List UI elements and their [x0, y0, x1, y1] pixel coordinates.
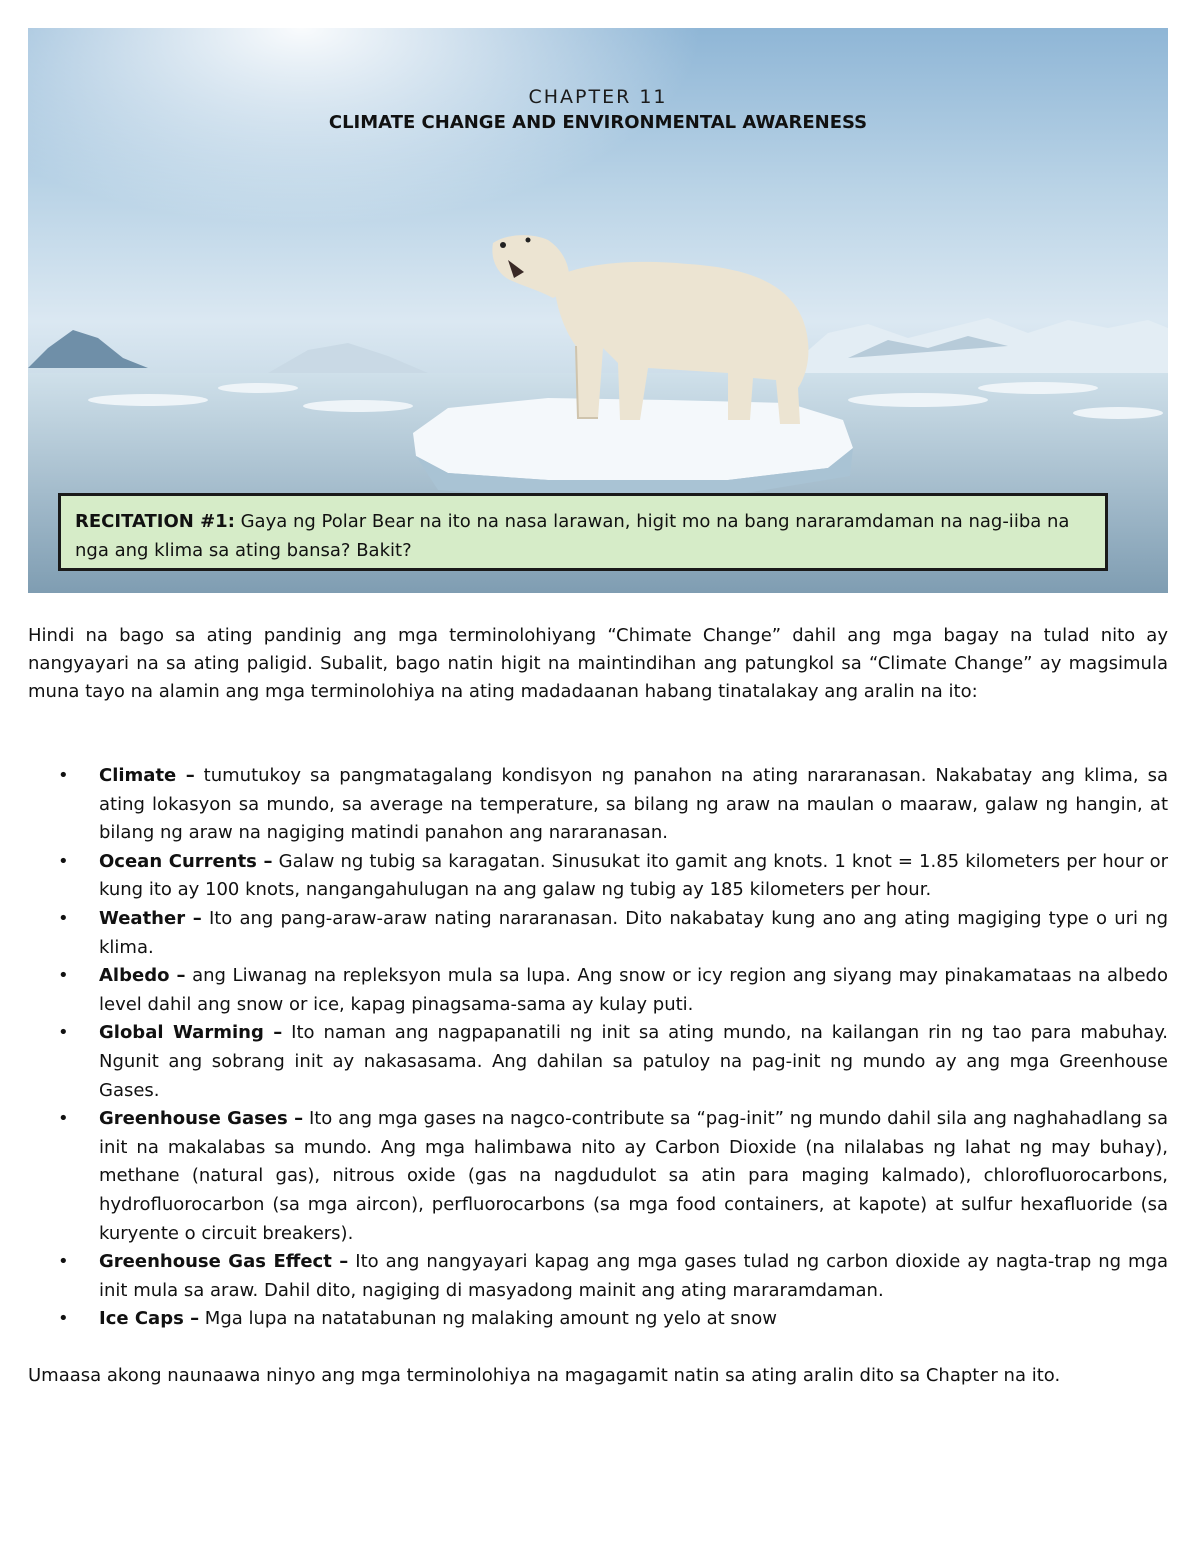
term-definition: Ito ang nangyayari kapag ang mga gases tulad ng carbon dioxide ay nagta-trap ng mga init mula sa araw. Dahil dito, nagiging di masyadong mainit ang ating mararamdaman.	[99, 1251, 1168, 1301]
bullet-icon: •	[58, 965, 69, 987]
term-label: Greenhouse Gas Effect –	[99, 1251, 349, 1273]
bullet-icon: •	[58, 907, 69, 929]
term-definition: Ito ang pang-araw-araw nating nararanasan. Dito nakabatay kung ano ang ating magiging type o uri ng klima.	[99, 907, 1168, 958]
recitation-label: RECITATION #1:	[75, 511, 235, 532]
term-label: Albedo –	[99, 965, 186, 987]
bullet-icon: •	[58, 1022, 69, 1044]
list-item	[28, 1019, 1168, 1105]
bullet-icon: •	[58, 765, 69, 786]
intro-paragraph: Hindi na bago sa ating pandinig ang mga terminolohiyang “Chimate Change” dahil ang mga bagay na tulad nito ay nangyayari na sa ating paligid. Subalit, bago natin higit na maintindihan ang patungkol sa “Climate Change” ay magsimula muna tayo na alamin ang mga terminolohiya na ating madadaanan habang tinatalakay ang aralin na ito:	[28, 625, 1168, 702]
list-item	[28, 1305, 1168, 1334]
chapter-label: CHAPTER 11	[528, 86, 668, 108]
bullet-icon: •	[58, 1108, 69, 1130]
term-label: Climate –	[99, 765, 195, 786]
term-label: Ice Caps –	[99, 1308, 200, 1330]
term-definition: tumutukoy sa pangmatagalang kondisyon ng panahon na ating nararanasan. Nakabatay ang klima, sa ating lokasyon sa mundo, sa average na temperature, sa bilang ng araw na maulan o maaraw, galaw ng hangin, at bilang ng araw na nagiging matindi panahon ang nararanasan.	[99, 765, 1169, 844]
list-item	[28, 762, 1168, 848]
list-item	[28, 905, 1168, 962]
chapter-title: CLIMATE CHANGE AND ENVIRONMENTAL AWARENESS	[328, 112, 868, 133]
list-item	[28, 1248, 1168, 1305]
term-definition: Galaw ng tubig sa karagatan. Sinusukat ito gamit ang knots. 1 knot = 1.85 kilometers per hour or kung ito ay 100 knots, nangangahulugan na ang galaw ng tubig ay 185 kilometers per hour.	[99, 850, 1169, 901]
hero-banner	[28, 28, 1168, 593]
term-label: Weather –	[99, 907, 202, 929]
bullet-icon: •	[58, 850, 69, 872]
term-definition: ang Liwanag na repleksyon mula sa lupa. Ang snow or icy region ang siyang may pinakamataas na albedo level dahil ang snow or ice, kapag pinagsama-sama ay kulay puti.	[99, 965, 1168, 1015]
recitation-box	[58, 493, 1108, 571]
term-label: Global Warming –	[99, 1022, 283, 1044]
list-item	[28, 1105, 1168, 1248]
list-item	[28, 962, 1168, 1019]
list-item	[28, 848, 1168, 905]
term-label: Greenhouse Gases –	[99, 1108, 304, 1130]
term-definition: Ito ang mga gases na nagco-contribute sa “pag-init” ng mundo dahil sila ang naghahadlang sa init na makalabas sa mundo. Ang mga halimbawa nito ay Carbon Dioxide (na nilalabas ng lahat ng may buhay), methane (natural gas), nitrous oxide (gas na nagdudulot sa atin para maging kalmado), chlorofluorocarbons, hydrofluorocarbon (sa mga aircon), perfluorocarbons (sa mga food containers, at kapote) at sulfur hexafluoride (sa kuryente o circuit breakers).	[99, 1108, 1168, 1244]
bullet-icon: •	[58, 1308, 69, 1330]
term-definition: Mga lupa na natatabunan ng malaking amount ng yelo at snow	[199, 1308, 777, 1330]
term-definition: Ito naman ang nagpapanatili ng init sa ating mundo, na kailangan rin ng tao para mabuhay. Ngunit ang sobrang init ay nakasasama. Ang dahilan sa patuloy na pag-init ng mundo ay ang mga Greenhouse Gases.	[99, 1022, 1169, 1101]
recitation-text: Gaya ng Polar Bear na ito na nasa larawan, higit mo na bang nararamdaman na nag-iiba na nga ang klima sa ating bansa? Bakit?	[75, 511, 1070, 561]
closing-paragraph: Umaasa akong naunaawa ninyo ang mga terminolohiya na magagamit natin sa ating aralin dito sa Chapter na ito.	[28, 1365, 1061, 1386]
terms-list	[28, 762, 1168, 1334]
term-label: Ocean Currents –	[99, 850, 273, 872]
bullet-icon: •	[58, 1251, 69, 1273]
